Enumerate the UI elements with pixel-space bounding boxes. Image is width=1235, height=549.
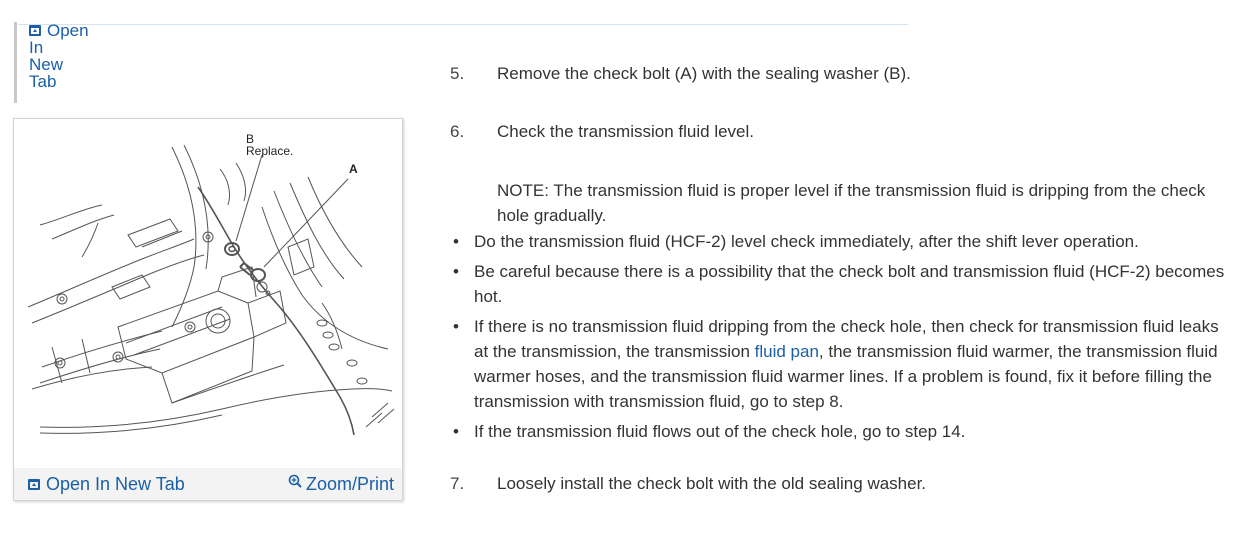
figure-label-replace: Replace. xyxy=(246,144,294,158)
list-item xyxy=(452,419,1232,444)
list-item xyxy=(452,229,1232,254)
list-item xyxy=(452,259,1232,309)
bullet-text-after: , the transmission fluid warmer, the transmission fluid warmer hoses, and the transmission fluid warmer lines. If a problem is found, fix it before filling the transmission with transmission fluid, go to step 8. xyxy=(474,342,1218,411)
zoom-print-label: Zoom/Print xyxy=(305,474,394,494)
top-link-word-new: New xyxy=(29,55,64,74)
step-number: 7. xyxy=(450,474,465,493)
bullet-text: Do the transmission fluid (HCF-2) level check immediately, after the shift lever operation. xyxy=(474,232,1139,251)
bullet-text: If the transmission fluid flows out of the check hole, go to step 14. xyxy=(474,422,966,441)
step-number: 6. xyxy=(450,122,465,141)
top-link-word-tab: Tab xyxy=(29,72,57,91)
note-text: NOTE: The transmission fluid is proper level if the transmission fluid is dripping from the check hole gradually. xyxy=(497,181,1206,225)
figure-open-label: Open In New Tab xyxy=(46,474,185,494)
step-number: 5. xyxy=(450,64,465,83)
bullet-list xyxy=(452,229,1232,449)
figure-label-b: B xyxy=(246,132,255,146)
step-text: Loosely install the check bolt with the old sealing washer. xyxy=(497,474,927,493)
step-text: Check the transmission fluid level. xyxy=(497,122,755,141)
fluid-pan-link[interactable]: fluid pan xyxy=(754,342,819,361)
top-link-word-in: In xyxy=(29,38,44,57)
list-item xyxy=(452,314,1232,414)
top-link-word-open: Open xyxy=(47,21,89,40)
figure-label-a: A xyxy=(349,162,358,176)
bullet-text: Be careful because there is a possibility that the check bolt and transmission fluid (HCF-2) becomes hot. xyxy=(474,262,1225,306)
bullet-text-before: If there is no transmission fluid dripping from the check hole, then check for transmission fluid leaks at the transmission, the transmission xyxy=(474,317,1219,361)
step-text: Remove the check bolt (A) with the sealing washer (B). xyxy=(497,64,911,83)
